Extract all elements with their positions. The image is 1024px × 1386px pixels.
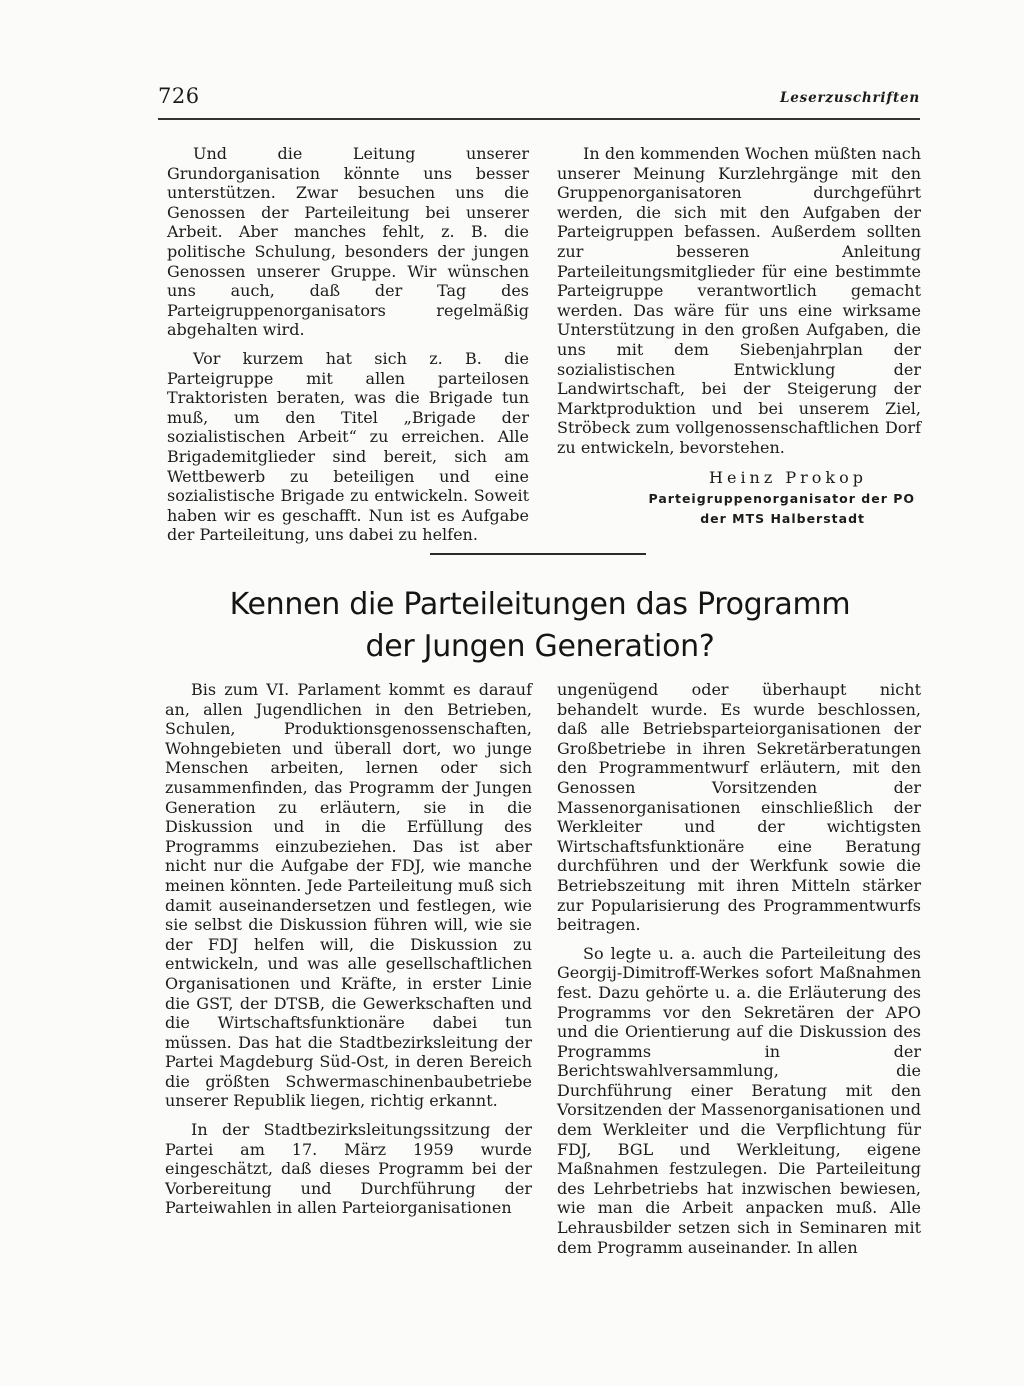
article-headline xyxy=(160,584,920,668)
signature-name: Heinz Prokop xyxy=(709,467,867,487)
article-paragraph: ungenügend oder überhaupt nicht behandelt wurde. Es wurde beschlossen, daß alle Betriebsparteiorganisationen der Großbetriebe in ihren Sekretärberatungen den Programmentwurf erläutern, mit den Genossen Vorsitzenden der Massenorganisationen einschließlich der Werkleiter und der wichtigsten Wirtschaftsfunktionäre eine Beratung durchführen und der Werkfunk sowie die Betriebszeitung mit ihren Mitteln stärker zur Popularisierung des Programmentwurfs beitragen. xyxy=(557,680,921,935)
letter-column-left xyxy=(167,144,529,554)
signature-organization: der MTS Halberstadt xyxy=(700,510,865,526)
letter-paragraph: Vor kurzem hat sich z. B. die Parteigruppe mit allen parteilosen Traktoristen beraten, was die Brigade tun muß, um den Titel „Brigade der sozialistischen Arbeit“ zu erreichen. Alle Brigademitglieder sind bereit, sich am Wettbewerb zu beteiligen und eine sozialistische Brigade zu entwickeln. Soweit haben wir es geschafft. Nun ist es Aufgabe der Parteileitung, uns dabei zu helfen. xyxy=(167,348,529,545)
article-column-right xyxy=(557,680,921,1266)
headline-line-1: Kennen die Parteileitungen das Programm xyxy=(229,587,851,622)
header-rule xyxy=(158,118,920,120)
article-paragraph: Bis zum VI. Parlament kommt es darauf an, allen Jugendlichen in den Betrieben, Schulen, Produktionsgenossenschaften, Wohngebieten und überall dort, wo junge Menschen arbeiten, lernen oder sich zusammenfinden, das Programm der Jungen Generation zu erläutern, sie in die Diskussion und in die Erfüllung des Programms einzubeziehen. Das ist aber nicht nur die Aufgabe der FDJ, wie manche meinen könnten. Jede Parteileitung muß sich damit auseinandersetzen und festlegen, wie sie selbst die Diskussion führen will, wie sie der FDJ helfen will, die Diskussion zu entwickeln, und was alle gesellschaftlichen Organisationen und Kräfte, in erster Linie die GST, der DTSB, die Gewerkschaften und die Wirtschaftsfunktionäre dabei tun müssen. Das hat die Stadtbezirksleitung der Partei Magdeburg Süd-Ost, in deren Bereich die größten Schwermaschinenbaubetriebe unserer Republik liegen, richtig erkannt. xyxy=(165,680,532,1111)
letter-paragraph: In den kommenden Wochen müßten nach unserer Meinung Kurzlehrgänge mit den Gruppenorganisatoren durchgeführt werden, die sich mit den Aufgaben der Parteigruppen befassen. Außerdem sollten zur besseren Anleitung Parteileitungsmitglieder für eine bestimmte Parteigruppe verantwortlich gemacht werden. Das wäre für uns eine wirksame Unterstützung in den großen Aufgaben, die uns mit dem Siebenjahrplan der sozialistischen Entwicklung der Landwirtschaft, bei der Steigerung der Marktproduktion und bei unserem Ziel, Ströbeck zum vollgenossenschaftlichen Dorf zu entwickeln, bevorstehen. xyxy=(557,144,921,457)
article-column-left xyxy=(165,680,532,1227)
headline-line-2: der Jungen Generation? xyxy=(365,629,715,664)
letter-signature xyxy=(557,467,921,529)
letter-paragraph: Und die Leitung unserer Grundorganisation könnte uns besser unterstützen. Zwar besuchen uns die Genossen der Parteileitung bei unserer Arbeit. Aber manches fehlt, z. B. die politische Schulung, besonders der jungen Genossen unserer Gruppe. Wir wünschen uns auch, daß der Tag des Parteigruppenorganisators regelmäßig abgehalten wird. xyxy=(167,144,529,340)
signature-role: Parteigruppenorganisator der PO xyxy=(648,490,915,506)
running-head: Leserzuschriften xyxy=(780,90,920,106)
article-paragraph: In der Stadtbezirksleitungssitzung der Partei am 17. März 1959 wurde eingeschätzt, daß dieses Programm bei der Vorbereitung und Durchführung der Parteiwahlen in allen Parteiorganisationen xyxy=(165,1120,532,1218)
page-number: 726 xyxy=(158,84,200,108)
section-divider xyxy=(430,553,646,555)
article-paragraph: So legte u. a. auch die Parteileitung des Georgij-Dimitroff-Werkes sofort Maßnahmen fest. Dazu gehörte u. a. die Erläuterung des Programms vor den Sekretären der APO und die Orientierung auf die Diskussion des Programms in der Berichtswahlversammlung, die Durchführung einer Beratung mit den Vorsitzenden der Massenorganisationen und dem Werkleiter und die Verpflichtung für FDJ, BGL und Werkleitung, eigene Maßnahmen festzulegen. Die Parteileitung des Lehrbetriebs hat inzwischen bewiesen, wie man die Arbeit anpacken muß. Alle Lehrausbilder setzen sich in Seminaren mit dem Programm auseinander. In allen xyxy=(557,943,921,1257)
letter-column-right xyxy=(557,144,921,529)
